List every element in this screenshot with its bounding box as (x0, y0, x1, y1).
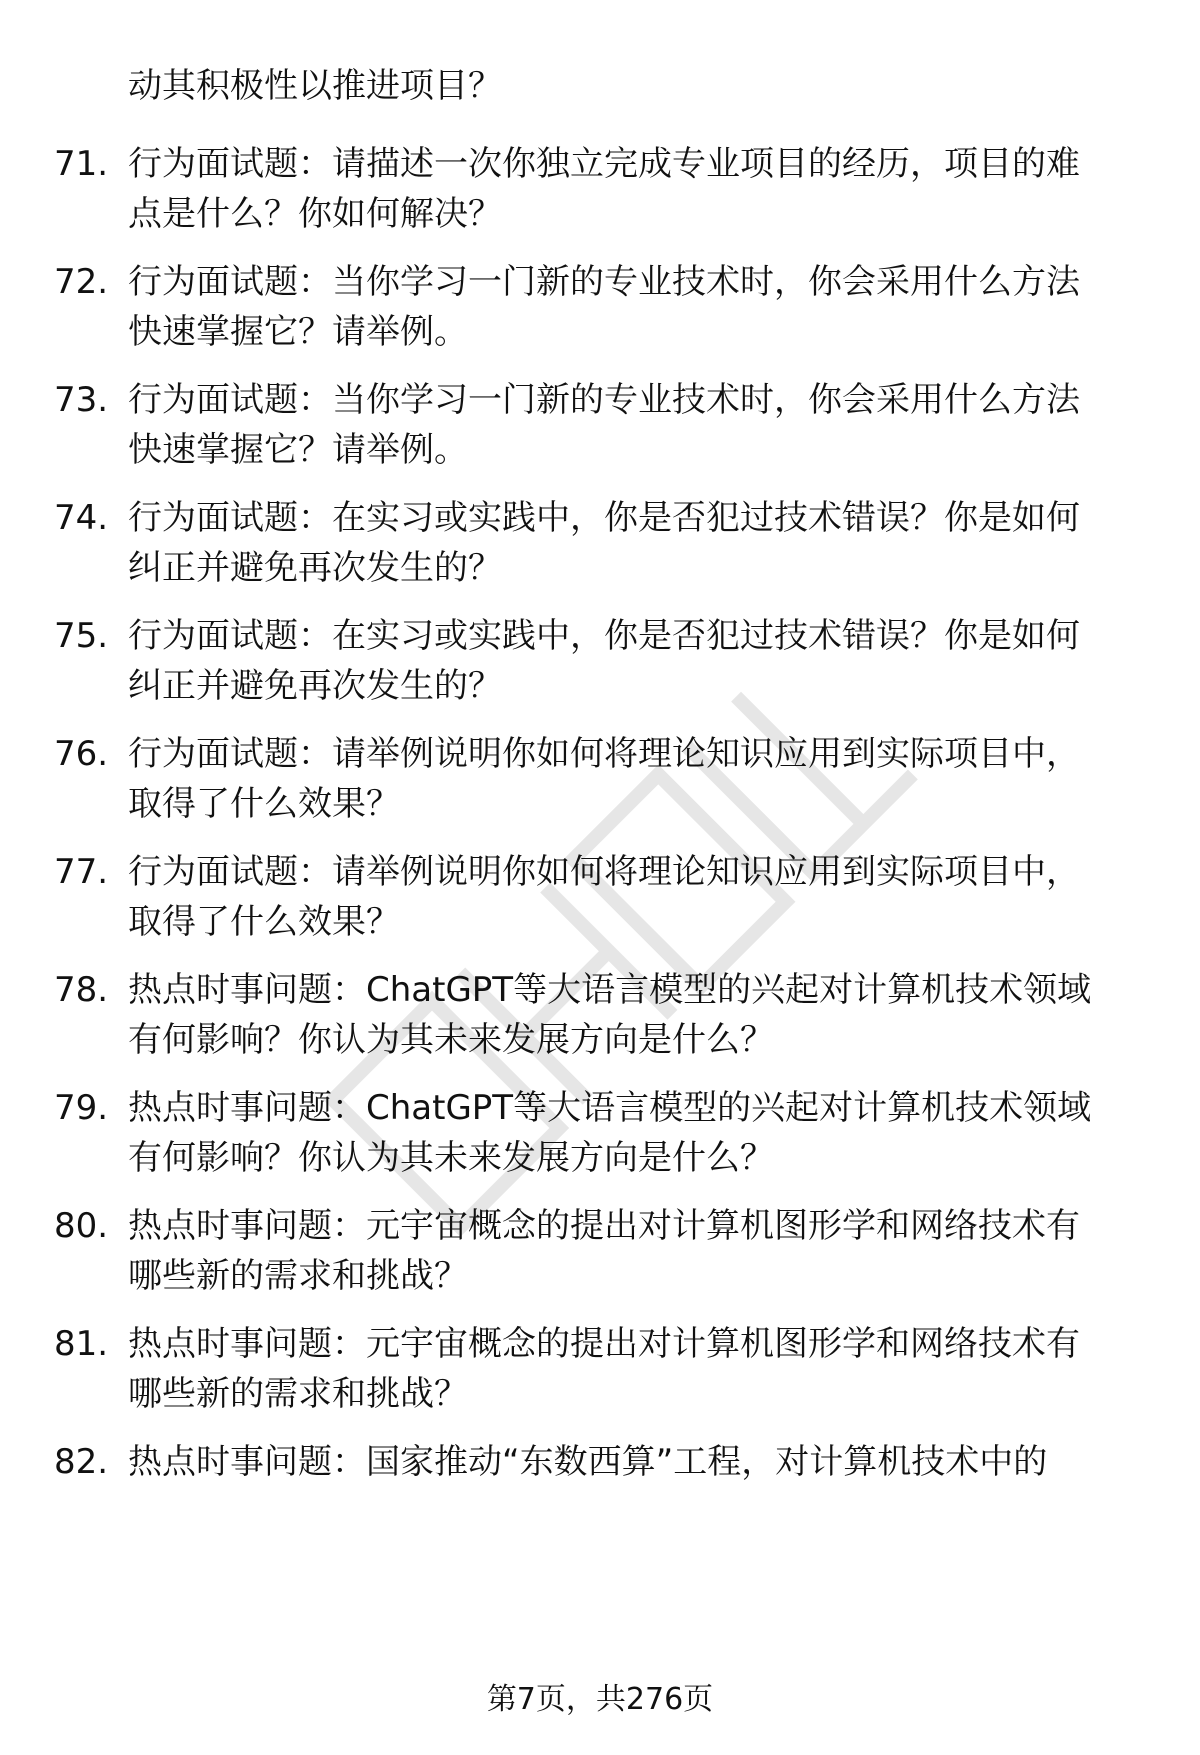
question-item (0, 848, 1200, 948)
page-footer: 第7页，共276页 (486, 1682, 714, 1717)
question-number: 73. (54, 380, 109, 420)
question-text-line: 行为面试题：在实习或实践中，你是否犯过技术错误？你是如何 (128, 616, 1080, 656)
question-item (0, 494, 1200, 594)
question-item (0, 1202, 1200, 1302)
question-text-line: 行为面试题：请描述一次你独立完成专业项目的经历，项目的难 (128, 144, 1080, 184)
question-number: 77. (54, 852, 109, 892)
question-text-line: 行为面试题：请举例说明你如何将理论知识应用到实际项目中， (128, 852, 1080, 892)
question-text-line: 热点时事问题：国家推动“东数西算”工程，对计算机技术中的 (128, 1442, 1048, 1482)
question-number: 79. (54, 1088, 109, 1128)
question-item (0, 1320, 1200, 1420)
question-text-line: 有何影响？你认为其未来发展方向是什么？ (128, 1138, 774, 1178)
question-item (0, 140, 1200, 240)
question-item (0, 1084, 1200, 1184)
question-text-line: 热点时事问题：元宇宙概念的提出对计算机图形学和网络技术有 (128, 1206, 1080, 1246)
question-number: 71. (54, 144, 109, 184)
question-text-line: 热点时事问题：ChatGPT等大语言模型的兴起对计算机技术领域 (128, 1088, 1092, 1128)
question-number: 75. (54, 616, 109, 656)
question-text-line: 快速掌握它？请举例。 (128, 430, 468, 470)
question-number: 81. (54, 1324, 109, 1364)
question-number: 72. (54, 262, 109, 302)
question-number: 76. (54, 734, 109, 774)
question-text-line: 有何影响？你认为其未来发展方向是什么？ (128, 1020, 774, 1060)
question-number: 80. (54, 1206, 109, 1246)
question-item (0, 258, 1200, 358)
question-text-line: 热点时事问题：ChatGPT等大语言模型的兴起对计算机技术领域 (128, 970, 1092, 1010)
question-text-line: 取得了什么效果？ (128, 784, 400, 824)
question-number: 74. (54, 498, 109, 538)
question-text-line: 纠正并避免再次发生的？ (128, 548, 502, 588)
question-item (0, 730, 1200, 830)
question-item (0, 376, 1200, 476)
continued-question-text: 动其积极性以推进项目？ (128, 66, 502, 106)
question-text-line: 哪些新的需求和挑战？ (128, 1374, 468, 1414)
question-text-line: 快速掌握它？请举例。 (128, 312, 468, 352)
question-item (0, 966, 1200, 1066)
question-text-line: 哪些新的需求和挑战？ (128, 1256, 468, 1296)
question-item (0, 1438, 1200, 1488)
question-text-line: 行为面试题：当你学习一门新的专业技术时，你会采用什么方法 (128, 380, 1080, 420)
question-text-line: 取得了什么效果？ (128, 902, 400, 942)
question-number: 82. (54, 1442, 109, 1482)
question-text-line: 行为面试题：在实习或实践中，你是否犯过技术错误？你是如何 (128, 498, 1080, 538)
question-text-line: 行为面试题：当你学习一门新的专业技术时，你会采用什么方法 (128, 262, 1080, 302)
question-text-line: 纠正并避免再次发生的？ (128, 666, 502, 706)
question-item (0, 612, 1200, 712)
question-text-line: 点是什么？你如何解决？ (128, 194, 502, 234)
question-text-line: 热点时事问题：元宇宙概念的提出对计算机图形学和网络技术有 (128, 1324, 1080, 1364)
question-text-line: 行为面试题：请举例说明你如何将理论知识应用到实际项目中， (128, 734, 1080, 774)
question-number: 78. (54, 970, 109, 1010)
